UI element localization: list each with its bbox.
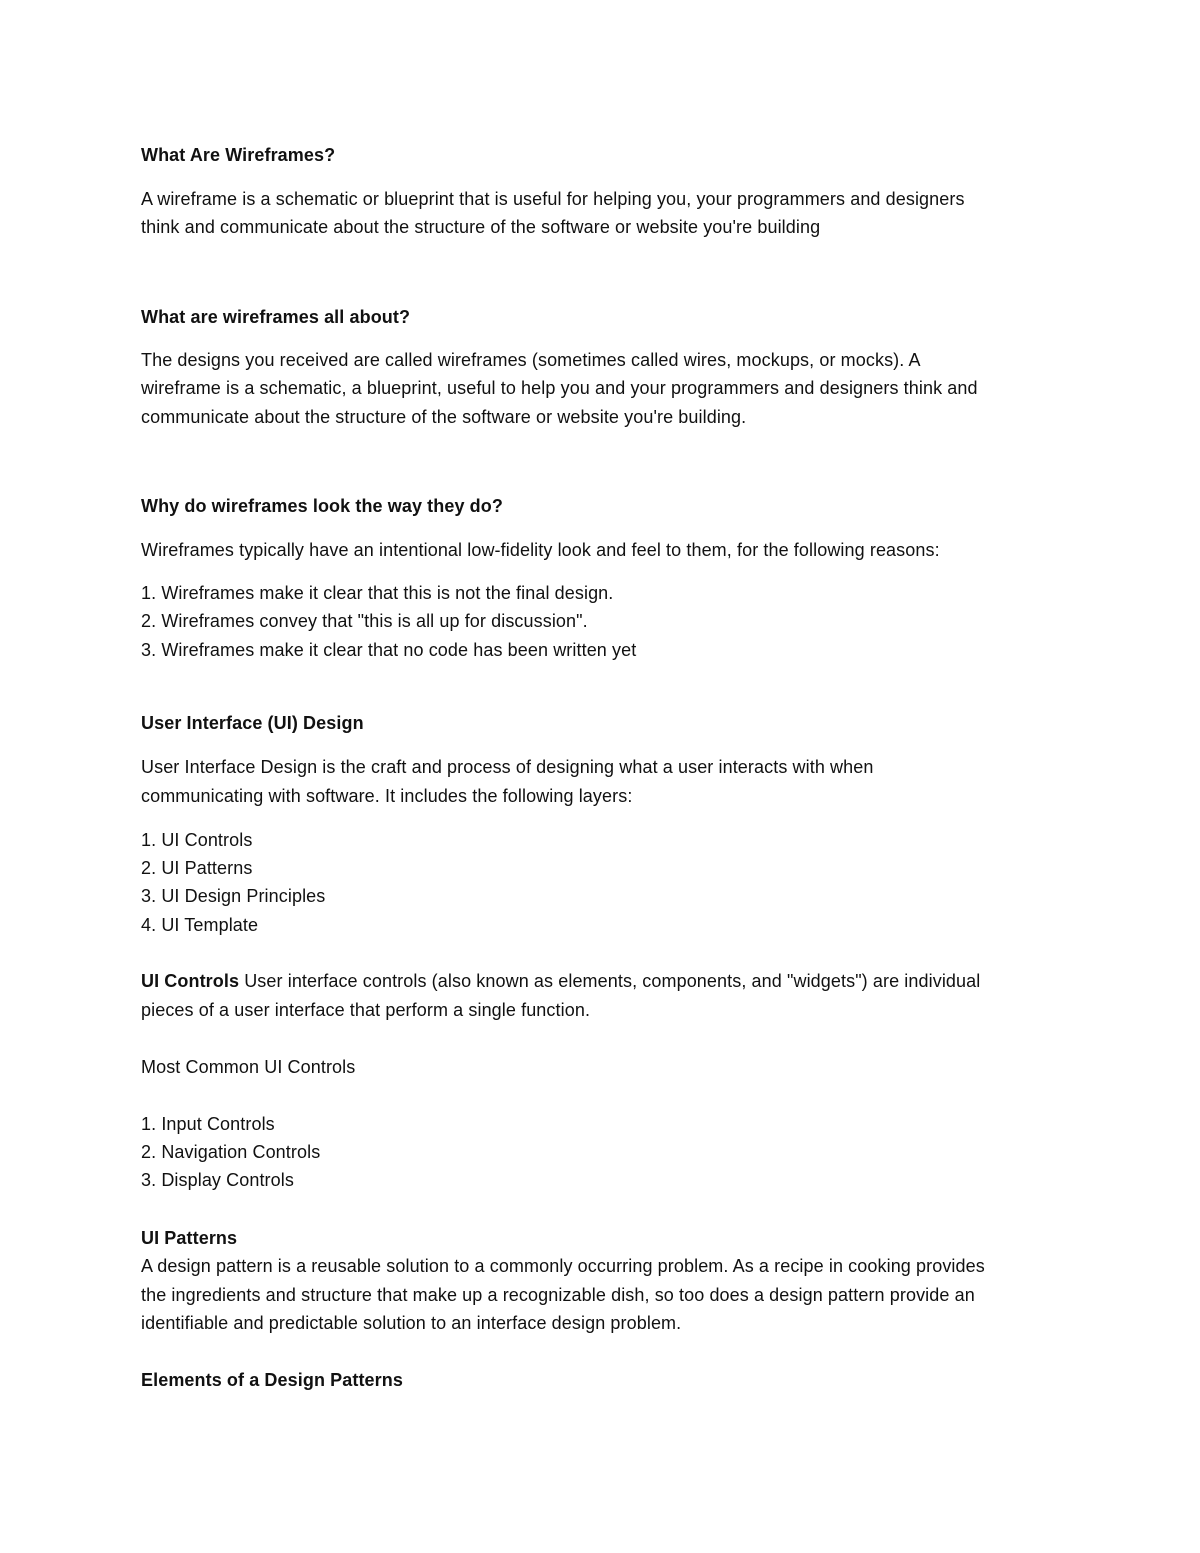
list-item: 2. Wireframes convey that "this is all up for discussion".	[141, 611, 588, 631]
paragraph-line: wireframe is a schematic, a blueprint, useful to help you and your programmers and designers think and	[141, 378, 978, 398]
paragraph-line: the ingredients and structure that make up a recognizable dish, so too does a design pattern provide an	[141, 1285, 975, 1305]
paragraph-line: identifiable and predictable solution to an interface design problem.	[141, 1313, 682, 1333]
heading-what-are-wireframes: What Are Wireframes?	[141, 145, 336, 165]
list-item: 1. Input Controls	[141, 1114, 275, 1134]
paragraph-line: The designs you received are called wireframes (sometimes called wires, mockups, or mocks). A	[141, 350, 921, 370]
list-item: 4. UI Template	[141, 915, 259, 935]
ui-controls-definition: User interface controls (also known as elements, components, and "widgets") are individual	[239, 971, 981, 991]
list-item: 1. Wireframes make it clear that this is not the final design.	[141, 583, 614, 603]
ui-controls-lead: UI Controls	[141, 971, 240, 991]
list-item: 3. UI Design Principles	[141, 886, 326, 906]
paragraph-line: User Interface Design is the craft and process of designing what a user interacts with when	[141, 757, 874, 777]
list-item: 2. UI Patterns	[141, 858, 253, 878]
list-item: 1. UI Controls	[141, 830, 253, 850]
paragraph-line: communicating with software. It includes the following layers:	[141, 786, 633, 806]
heading-ui-patterns: UI Patterns	[141, 1228, 238, 1248]
heading-why-wireframes-look: Why do wireframes look the way they do?	[141, 496, 503, 516]
paragraph-line: think and communicate about the structure of the software or website you're building	[141, 217, 821, 237]
paragraph-line: A design pattern is a reusable solution to a commonly occurring problem. As a recipe in cooking provides	[141, 1256, 985, 1276]
list-item: 2. Navigation Controls	[141, 1142, 321, 1162]
list-item: 3. Display Controls	[141, 1170, 294, 1190]
most-common-ui-controls-title: Most Common UI Controls	[141, 1057, 356, 1077]
paragraph-line: A wireframe is a schematic or blueprint that is useful for helping you, your programmers and designers	[141, 189, 965, 209]
paragraph-line: pieces of a user interface that perform a single function.	[141, 1000, 591, 1020]
heading-wireframes-all-about: What are wireframes all about?	[141, 307, 411, 327]
ui-controls-paragraph-line	[141, 967, 980, 995]
list-item: 3. Wireframes make it clear that no code has been written yet	[141, 640, 637, 660]
paragraph-line: communicate about the structure of the software or website you're building.	[141, 407, 747, 427]
heading-elements-design-patterns: Elements of a Design Patterns	[141, 1370, 403, 1390]
paragraph-line: Wireframes typically have an intentional low-fidelity look and feel to them, for the following reasons:	[141, 540, 940, 560]
heading-ui-design: User Interface (UI) Design	[141, 713, 364, 733]
